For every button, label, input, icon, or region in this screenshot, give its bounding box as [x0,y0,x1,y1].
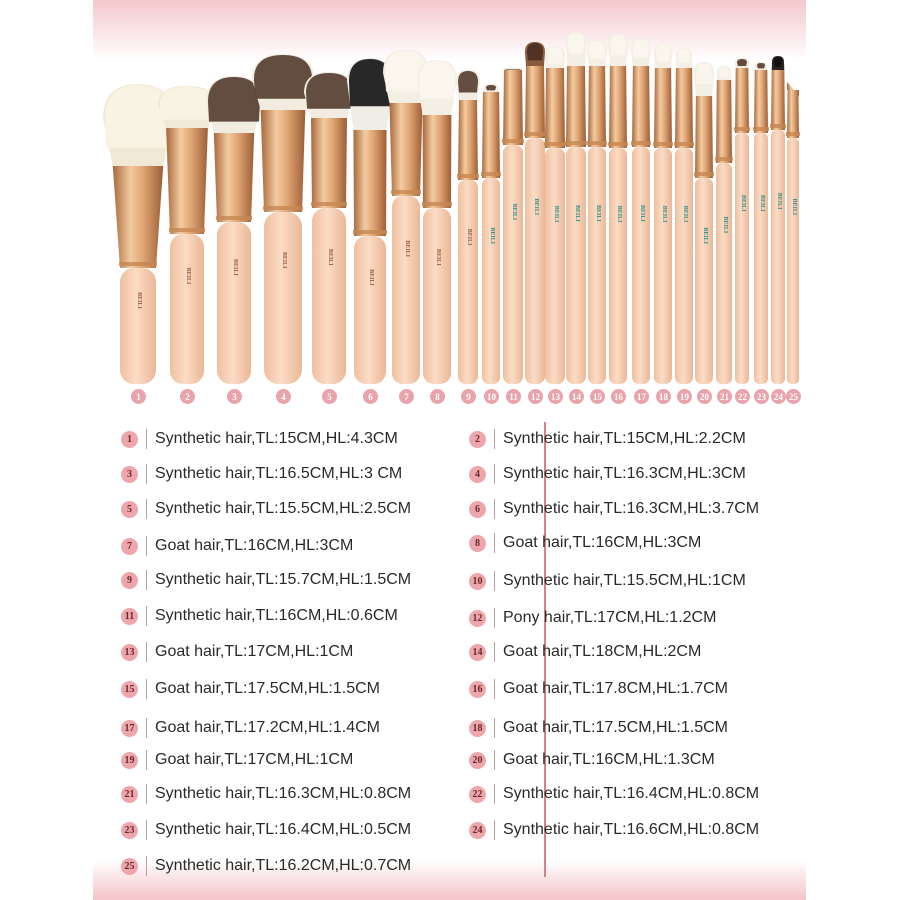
brush-number-badge: 15 [590,389,605,404]
brush-handle [787,138,799,384]
brush-number-badge: 20 [697,389,712,404]
spec-text: Synthetic hair,TL:16.5CM,HL:3 CM [155,465,403,482]
brand-logo-text: BEILI [740,194,746,212]
spec-text: Pony hair,TL:17CM,HL:1.2CM [503,609,717,626]
brush-number-badge: 3 [227,389,242,404]
spec-number-badge: 5 [121,501,138,518]
brush-25 [786,82,800,384]
brand-logo-text: BEILI [574,205,580,222]
brush-handle [588,147,606,384]
brush-21 [715,66,733,384]
spec-text: Synthetic hair,TL:15CM,HL:4.3CM [155,430,398,447]
brush-handle [458,180,478,384]
spec-number-badge: 1 [121,431,138,448]
brush-ferrule [632,66,650,147]
spec-text: Goat hair,TL:16CM,HL:3CM [503,534,702,551]
spec-separator [494,679,495,699]
spec-text: Synthetic hair,TL:16.3CM,HL:3.7CM [503,500,760,517]
spec-separator [494,608,495,628]
spec-text: Goat hair,TL:16CM,HL:3CM [155,537,354,554]
brush-handle [525,138,545,384]
brush-ferrule [771,70,785,130]
spec-row-12 [469,606,716,630]
brand-logo-text: BEILI [639,205,645,222]
brand-logo-text: BEILI [553,205,559,223]
spec-row-15 [121,677,380,701]
spec-row-16 [469,677,728,701]
brush-ferrule [482,92,500,178]
spec-number-badge: 9 [121,572,138,589]
spec-number-badge: 3 [121,466,138,483]
brand-logo-text: BEILI [511,203,517,221]
brush-22 [734,58,750,384]
brush-ferrule [166,128,208,234]
brush-ferrule [458,100,478,180]
spec-row-2 [469,427,746,451]
brush-5 [304,72,354,384]
spec-row-17 [121,716,380,740]
brush-ferrule [311,118,347,208]
spec-row-11 [121,604,398,628]
spec-number-badge: 14 [469,644,486,661]
spec-row-4 [469,462,746,486]
brand-logo-text: BEILI [702,227,708,245]
brush-number-badge: 8 [430,389,445,404]
spec-text: Synthetic hair,TL:16.2CM,HL:0.7CM [155,857,412,874]
brush-19 [674,48,694,384]
brush-handle [423,208,451,384]
spec-separator [146,856,147,876]
brush-number-badge: 6 [363,389,378,404]
spec-number-badge: 16 [469,681,486,698]
spec-text: Synthetic hair,TL:15CM,HL:2.2CM [503,430,746,447]
spec-number-badge: 13 [121,644,138,661]
spec-number-badge: 7 [121,538,138,555]
spec-separator [146,642,147,662]
spec-row-10 [469,569,746,593]
brush-handle [654,148,672,384]
spec-text: Goat hair,TL:16CM,HL:1.3CM [503,751,715,768]
brush-ferrule [353,130,386,236]
product-panel [93,0,806,900]
brand-logo-text: BEILI [791,198,797,216]
spec-separator [494,533,495,553]
spec-row-3 [121,462,402,486]
spec-row-7 [121,534,353,558]
brush-4 [252,54,314,384]
brush-14 [565,32,587,384]
brush-23 [753,62,769,384]
spec-text: Goat hair,TL:17.5CM,HL:1.5CM [503,719,728,736]
brush-handle [354,236,386,384]
brush-20 [694,62,714,384]
brush-ferrule [423,115,452,208]
spec-separator [494,642,495,662]
brush-2 [158,86,216,384]
spec-row-22 [469,782,759,806]
spec-text: Synthetic hair,TL:15.5CM,HL:2.5CM [155,500,412,517]
spec-separator [146,718,147,738]
spec-number-badge: 17 [121,720,138,737]
spec-number-badge: 4 [469,466,486,483]
brush-handle [482,178,500,384]
spec-row-25 [121,854,411,878]
spec-number-badge: 18 [469,720,486,737]
spec-row-19 [121,748,353,772]
spec-row-24 [469,818,759,842]
brand-logo-text: BEILI [616,205,622,223]
brush-number-badge: 5 [322,389,337,404]
brush-number-badge: 14 [569,389,584,404]
brush-handle [695,178,713,384]
spec-row-5 [121,497,411,521]
brush-ferrule [214,133,254,222]
brush-handle [392,196,420,384]
spec-separator [146,536,147,556]
brush-handle [566,147,586,384]
spec-number-badge: 20 [469,752,486,769]
brush-handle [716,163,732,384]
brand-logo-text: BEILI [776,192,782,210]
spec-text: Synthetic hair,TL:16CM,HL:0.6CM [155,607,398,624]
brush-handle [217,222,251,384]
brush-number-badge: 19 [677,389,692,404]
brush-handle [771,130,785,384]
spec-separator [146,570,147,590]
brush-number-badge: 1 [131,389,146,404]
brush-number-badge: 17 [634,389,649,404]
spec-row-13 [121,640,353,664]
spec-number-badge: 15 [121,681,138,698]
brush-handle [264,212,302,384]
brush-ferrule [675,68,693,148]
brush-handle [675,148,693,384]
brush-handle [632,147,650,384]
spec-separator [494,718,495,738]
spec-text: Synthetic hair,TL:15.5CM,HL:1CM [503,572,746,589]
spec-row-8 [469,531,701,555]
brush-ferrule [503,70,523,145]
brush-13 [544,46,566,384]
spec-row-1 [121,427,398,451]
spec-number-badge: 2 [469,431,486,448]
brush-number-badge: 25 [786,389,801,404]
spec-number-badge: 10 [469,573,486,590]
brush-ferrule [754,70,768,133]
brush-ferrule [545,68,565,148]
brand-logo-text: BEILI [722,216,728,234]
brush-handle [503,145,523,384]
brush-ferrule [525,66,545,138]
brush-handle [120,268,156,384]
brush-ferrule [609,66,627,148]
brand-logo-text: BEILI [466,228,472,246]
brand-logo-text: BEILI [661,205,667,223]
spec-text: Goat hair,TL:17.8CM,HL:1.7CM [503,680,728,697]
brand-logo-text: BEILI [327,248,333,266]
spec-row-14 [469,640,701,664]
brand-logo-text: BEILI [281,251,287,269]
brush-1 [103,84,173,384]
brush-9 [456,70,480,384]
brand-logo-text: BEILI [682,205,688,223]
brand-logo-text: BEILI [232,259,238,276]
brush-6 [347,58,393,384]
spec-text: Synthetic hair,TL:16.4CM,HL:0.8CM [503,785,760,802]
brush-24 [770,56,786,384]
brush-ferrule [389,103,422,196]
brush-ferrule [787,90,799,138]
spec-row-23 [121,818,411,842]
spec-text: Goat hair,TL:17CM,HL:1CM [155,751,354,768]
brand-logo-text: BEILI [136,292,142,309]
brush-handle [754,133,768,384]
spec-number-badge: 21 [121,786,138,803]
spec-text: Goat hair,TL:18CM,HL:2CM [503,643,702,660]
spec-row-21 [121,782,411,806]
spec-row-20 [469,748,715,772]
spec-separator [146,784,147,804]
spec-separator [494,820,495,840]
spec-text: Goat hair,TL:17CM,HL:1CM [155,643,354,660]
brush-handle [609,148,627,384]
brush-handle [545,148,565,384]
spec-separator [494,750,495,770]
spec-row-9 [121,568,411,592]
brand-logo-text: BEILI [595,205,601,222]
brush-number-badge: 2 [180,389,195,404]
brush-number-badge: 4 [276,389,291,404]
brush-11 [502,68,524,384]
brush-12 [524,42,546,384]
spec-text: Goat hair,TL:17.5CM,HL:1.5CM [155,680,380,697]
spec-number-badge: 8 [469,535,486,552]
brush-15 [587,40,607,384]
spec-separator [494,571,495,591]
brush-16 [608,34,628,384]
brush-handle [170,234,204,384]
spec-separator [494,499,495,519]
spec-separator [146,679,147,699]
spec-number-badge: 19 [121,752,138,769]
brush-number-badge: 21 [717,389,732,404]
spec-number-badge: 6 [469,501,486,518]
brush-number-badge: 24 [771,389,786,404]
spec-text: Synthetic hair,TL:16.4CM,HL:0.5CM [155,821,412,838]
brush-ferrule [735,68,749,133]
brush-18 [653,44,673,384]
brand-logo-text: BEILI [489,227,495,245]
brush-number-badge: 11 [506,389,521,404]
brush-number-badge: 9 [461,389,476,404]
brush-3 [206,76,262,384]
spec-separator [146,499,147,519]
brush-ferrule [566,66,586,147]
brush-ferrule [695,96,713,178]
spec-number-badge: 11 [121,608,138,625]
brush-number-badge: 13 [548,389,563,404]
brand-logo-text: BEILI [404,240,410,257]
brush-handle [312,208,346,384]
brush-ferrule [113,166,163,268]
brush-set-illustration [93,0,806,420]
spec-text: Synthetic hair,TL:16.3CM,HL:0.8CM [155,785,412,802]
spec-separator [494,464,495,484]
brand-logo-text: BEILI [368,269,374,286]
spec-row-18 [469,716,728,740]
spec-number-badge: 22 [469,786,486,803]
brush-number-badge: 7 [399,389,414,404]
spec-text: Synthetic hair,TL:15.7CM,HL:1.5CM [155,571,412,588]
brush-ferrule [654,68,672,148]
brush-number-badge: 10 [484,389,499,404]
spec-number-badge: 24 [469,822,486,839]
spec-row-6 [469,497,759,521]
brush-number-badge: 23 [754,389,769,404]
brand-logo-text: BEILI [533,198,539,216]
brush-ferrule [261,110,306,212]
spec-text: Goat hair,TL:17.2CM,HL:1.4CM [155,719,380,736]
spec-number-badge: 25 [121,858,138,875]
brush-number-badge: 22 [735,389,750,404]
spec-number-badge: 23 [121,822,138,839]
spec-separator [146,750,147,770]
spec-separator [146,464,147,484]
brush-number-badge: 18 [656,389,671,404]
spec-number-badge: 12 [469,610,486,627]
brush-17 [631,38,651,384]
brush-10 [481,84,501,384]
brand-logo-text: BEILI [435,248,441,266]
spec-separator [494,784,495,804]
brush-ferrule [716,80,732,163]
spec-text: Synthetic hair,TL:16.6CM,HL:0.8CM [503,821,760,838]
spec-separator [146,820,147,840]
brand-logo-text: BEILI [185,267,191,285]
spec-text: Synthetic hair,TL:16.3CM,HL:3CM [503,465,746,482]
brush-number-badge: 12 [528,389,543,404]
spec-separator [494,429,495,449]
brush-8 [417,60,457,384]
brush-ferrule [588,66,606,147]
spec-separator [146,606,147,626]
brush-number-badge: 16 [611,389,626,404]
brand-logo-text: BEILI [759,194,765,212]
brush-handle [735,133,749,384]
spec-separator [146,429,147,449]
